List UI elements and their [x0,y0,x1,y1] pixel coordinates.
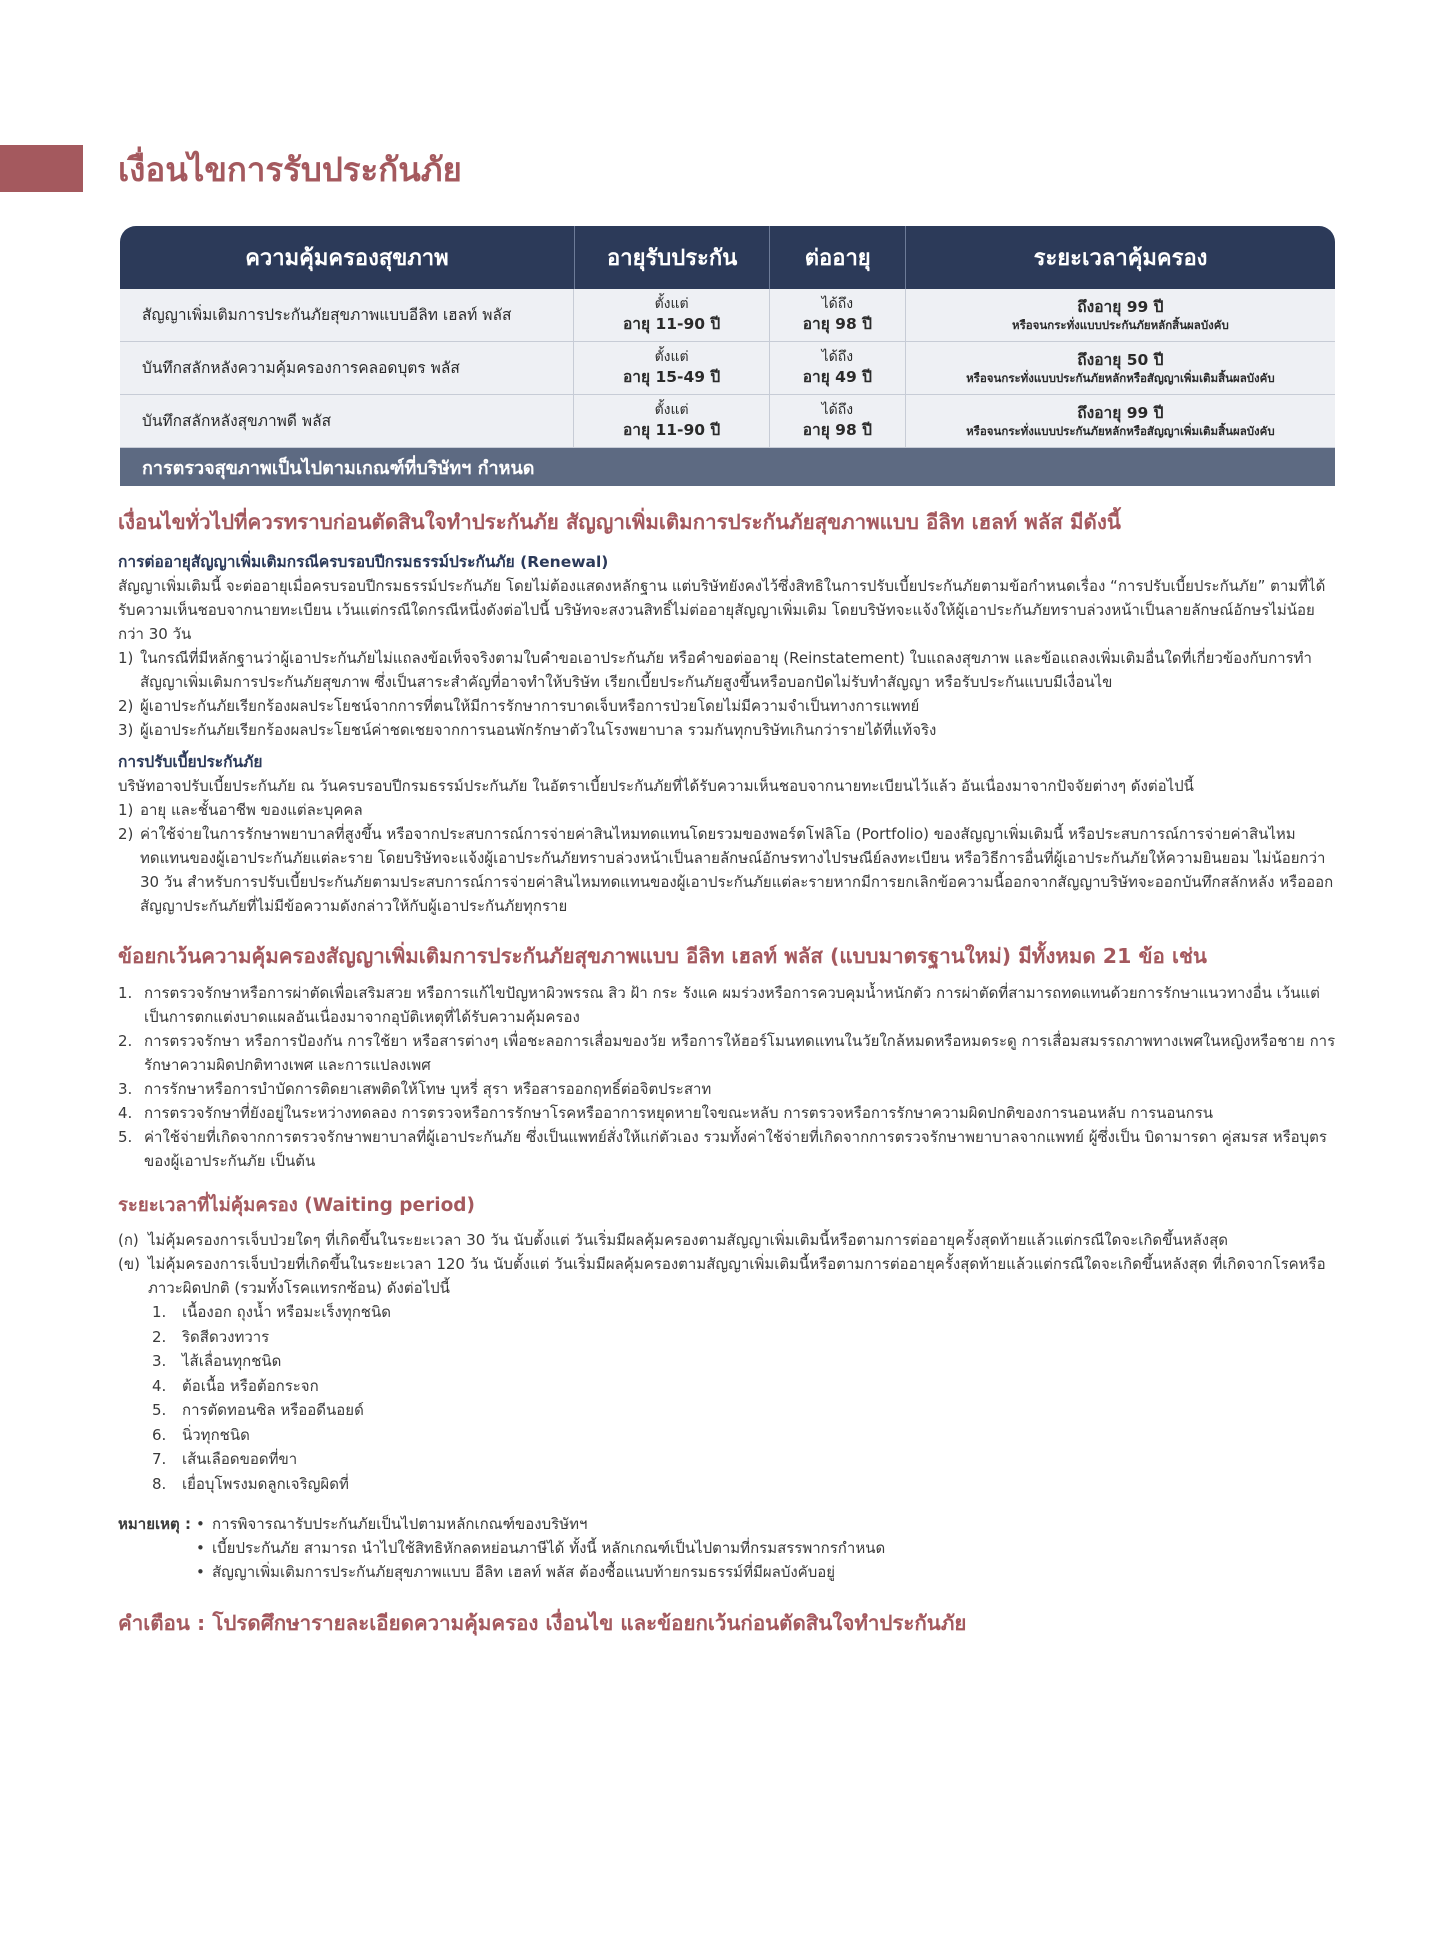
list-item [118,694,1336,718]
item-text: ค่าใช้จ่ายในการรักษาพยาบาลที่สูงขึ้น หรือจากประสบการณ์การจ่ายค่าสินไหมทดแทนโดยรวมของพอร์ตโฟลิโอ (Portfolio) ของสัญญาเพิ่มเติมนี้ หรือประสบการณ์การจ่ายค่าสินไหมทดแทนของผู้เอาประกันภัยแต่ละราย โดยบริษัทจะแจ้งผู้เอาประกันภัยทราบล่วงหน้าเป็นลายลักษณ์อักษรทางไปรษณีย์ลงทะเบียน หรือวิธีการอื่นที่ผู้เอาประกันภัยให้ความยินยอม ไม่น้อยกว่า 30 วัน สำหรับการปรับเบี้ยประกันภัยตามประสบการณ์การจ่ายค่าสินไหมทดแทนของผู้เอาประกันภัยแต่ละรายหากมีการยกเลิกข้อความนี้ออกจากสัญญาบริษัทจะออกบันทึกสลักหลัง หรือออกสัญญาประกันภัยที่ไม่มีข้อความดังกล่าวให้กับผู้เอาประกันภัยทุกราย [140,825,1334,915]
list-item [118,822,1336,918]
coverage-table-header [120,226,1335,289]
renew-label: ได้ถึง [821,349,854,366]
item-text: การตรวจรักษาหรือการผ่าตัดเพื่อเสริมสวย หรือการแก้ไขปัญหาผิวพรรณ สิว ฝ้า กระ รังแค ผมร่วงหรือการควบคุมน้ำหนักตัว การผ่าตัดที่สามารถทดแทนด้วยการรักษาแนวทางอื่น เว้นแต่เป็นการตกแต่งบาดแผลอันเนื่องมาจากอุบัติเหตุที่ได้รับความคุ้มครอง [144,984,1320,1026]
item-text: การตัดทอนซิล หรืออดีนอยด์ [182,1401,364,1419]
note-item [196,1536,885,1560]
period-cell [906,395,1335,447]
period-cell [906,342,1335,394]
renew-age: อายุ 98 ปี [802,314,872,333]
header-renewal: ต่ออายุ [770,226,906,289]
warning-text: คำเตือน : โปรดศึกษารายละเอียดความคุ้มครอง เงื่อนไข และข้อยกเว้นก่อนตัดสินใจทำประกันภัย [118,1611,967,1635]
entry-label: ตั้งแต่ [654,296,689,313]
note-item [196,1560,885,1584]
item-number: (ข) [118,1255,140,1273]
bullet-icon: • [196,1539,205,1557]
table-row [120,342,1335,395]
disease-item [118,1349,1336,1374]
renew-label: ได้ถึง [821,402,854,419]
item-text: ไส้เลื่อนทุกชนิด [182,1352,282,1370]
list-item [118,1125,1336,1173]
disease-item [118,1398,1336,1423]
item-text: ในกรณีที่มีหลักฐานว่าผู้เอาประกันภัยไม่แถลงข้อเท็จจริงตามใบคำขอเอาประกันภัย หรือคำขอต่ออายุ (Reinstatement) ใบแถลงสุขภาพ และข้อแถลงเพิ่มเติมอื่นใดที่เกี่ยวข้องกับการทำสัญญาเพิ่มเติมการประกันภัยสุขภาพ ซึ่งเป็นสาระสำคัญที่อาจทำให้บริษัท เรียกเบี้ยประกันภัยสูงขึ้นหรือบอกปัดไม่รับทำสัญญา หรือรับประกันแบบมีเงื่อนไข [140,649,1312,691]
notes-label: หมายเหตุ : [118,1515,191,1533]
header-entry-age: อายุรับประกัน [575,226,771,289]
table-row [120,395,1335,448]
list-item [118,718,1336,742]
page-title: เงื่อนไขการรับประกันภัย [118,150,462,189]
disease-item [118,1325,1336,1350]
period-note: หรือจนกระทั่งแบบประกันภัยหลักหรือสัญญาเพิ่มเติมสิ้นผลบังคับ [966,423,1275,438]
item-text: ต้อเนื้อ หรือต้อกระจก [182,1376,319,1395]
disease-item [118,1472,1336,1497]
entry-age-cell [574,395,770,447]
notes-section [118,1512,1336,1584]
header-coverage: ความคุ้มครองสุขภาพ [120,226,575,289]
coverage-name: บันทึกสลักหลังความคุ้มครองการคลอดบุตร พลัส [120,342,574,394]
item-number: 1) [118,649,134,667]
bullet-icon: • [196,1563,205,1581]
item-number: 3. [118,1080,133,1098]
list-item [118,981,1336,1029]
item-text: เยื่อบุโพรงมดลูกเจริญผิดที่ [182,1474,349,1493]
item-number: 3. [152,1352,167,1370]
bullet-icon: • [196,1515,205,1533]
item-number: 5. [118,1128,133,1146]
item-number: 5. [152,1401,167,1419]
item-number: 1. [118,984,133,1002]
coverage-name: บันทึกสลักหลังสุขภาพดี พลัส [120,395,574,447]
item-text: อายุ และชั้นอาชีพ ของแต่ละบุคคล [140,801,363,819]
coverage-table-footer: การตรวจสุขภาพเป็นไปตามเกณฑ์ที่บริษัทฯ กำหนด [120,448,1335,486]
item-number: 1. [152,1303,167,1321]
item-text: ผู้เอาประกันภัยเรียกร้องผลประโยชน์ค่าชดเชยจากการนอนพักรักษาตัวในโรงพยาบาล รวมกันทุกบริษัทเกินกว่ารายได้ที่แท้จริง [140,721,937,739]
period-note: หรือจนกระทั่งแบบประกันภัยหลักหรือสัญญาเพิ่มเติมสิ้นผลบังคับ [966,370,1275,385]
note-text: เบี้ยประกันภัย สามารถ นำไปใช้สิทธิหักลดหย่อนภาษีได้ ทั้งนี้ หลักเกณฑ์เป็นไปตามที่กรมสรรพากรกำหนด [212,1539,886,1557]
renewal-cell [770,289,906,341]
coverage-table [120,226,1335,486]
premium-title: การปรับเบี้ยประกันภัย [118,753,263,771]
list-item [118,1029,1336,1077]
item-number: 8. [152,1474,167,1493]
note-item [196,1512,885,1536]
renewal-paragraph: สัญญาเพิ่มเติมนี้ จะต่ออายุเมื่อครบรอบปีกรมธรรม์ประกันภัย โดยไม่ต้องแสดงหลักฐาน แต่บริษัทยังคงไว้ซึ่งสิทธิในการปรับเบี้ยประกันภัยตามข้อกำหนดเรื่อง “การปรับเบี้ยประกันภัย” ตามที่ได้รับความเห็นชอบจากนายทะเบียน เว้นแต่กรณีใดกรณีหนึ่งดังต่อไปนี้ บริษัทจะสงวนสิทธิ์ไม่ต่ออายุสัญญาเพิ่มเติม โดยบริษัทจะแจ้งให้ผู้เอาประกันภัยทราบล่วงหน้าเป็นลายลักษณ์อักษรไม่น้อยกว่า 30 วัน [118,577,1326,643]
list-item [118,1101,1336,1125]
item-text: การตรวจรักษา หรือการป้องกัน การใช้ยา หรือสารต่างๆ เพื่อชะลอการเสื่อมของวัย หรือการให้ฮอร์โมนทดแทนในวัยใกล้หมดหรือหมดระดู การเสื่อมสมรรถภาพทางเพศในหญิงหรือชาย การรักษาความผิดปกติทางเพศ และการแปลงเพศ [144,1032,1336,1074]
coverage-name: สัญญาเพิ่มเติมการประกันภัยสุขภาพแบบอีลิท เฮลท์ พลัส [120,289,574,341]
item-number: (ก) [118,1231,139,1249]
item-text: เนื้องอก ถุงน้ำ หรือมะเร็งทุกชนิด [182,1303,391,1321]
note-text: สัญญาเพิ่มเติมการประกันภัยสุขภาพแบบ อีลิท เฮลท์ พลัส ต้องซื้อแนบท้ายกรมธรรม์ที่มีผลบังคับอยู่ [212,1563,836,1581]
item-number: 3) [118,721,134,739]
exclusions-heading: ข้อยกเว้นความคุ้มครองสัญญาเพิ่มเติมการประกันภัยสุขภาพแบบ อีลิท เฮลท์ พลัส (แบบมาตรฐานใหม่) มีทั้งหมด 21 ข้อ เช่น [118,944,1207,968]
item-text: ผู้เอาประกันภัยเรียกร้องผลประโยชน์จากการที่ตนให้มีการรักษาการบาดเจ็บหรือการป่วยโดยไม่มีความจำเป็นทางการแพทย์ [140,697,920,715]
item-text: เส้นเลือดขอดที่ขา [182,1450,298,1468]
period: ถึงอายุ 50 ปี [1077,350,1164,369]
period: ถึงอายุ 99 ปี [1077,403,1164,422]
item-text: ไม่คุ้มครองการเจ็บป่วยที่เกิดขึ้นในระยะเวลา 120 วัน นับตั้งแต่ วันเริ่มมีผลคุ้มครองตามสัญญาเพิ่มเติมนี้หรือตามการต่ออายุครั้งสุดท้ายแล้วแต่กรณีใดจะเกิดขึ้นหลังสุด ที่เกิดจากโรคหรือภาวะผิดปกติ (รวมทั้งโรคแทรกซ้อน) ดังต่อไปนี้ [148,1255,1326,1297]
list-item [118,1252,1336,1300]
disease-item [118,1300,1336,1325]
entry-age: อายุ 15-49 ปี [622,367,721,386]
table-row [120,289,1335,342]
list-item [118,1228,1336,1252]
renew-age: อายุ 49 ปี [802,367,872,386]
item-text: ค่าใช้จ่ายที่เกิดจากการตรวจรักษาพยาบาลที่ผู้เอาประกันภัย ซึ่งเป็นแพทย์สั่งให้แก่ตัวเอง รวมทั้งค่าใช้จ่ายที่เกิดจากการตรวจรักษาพยาบาลจากแพทย์ ผู้ซึ่งเป็น บิดามารดา คู่สมรส หรือบุตรของผู้เอาประกันภัย เป็นต้น [144,1128,1327,1170]
renew-label: ได้ถึง [821,296,854,313]
disease-item [118,1374,1336,1399]
note-text: การพิจารณารับประกันภัยเป็นไปตามหลักเกณฑ์ของบริษัทฯ [212,1515,588,1533]
item-text: การรักษาหรือการบำบัดการติดยาเสพติดให้โทษ บุหรี่ สุรา หรือสารออกฤทธิ์ต่อจิตประสาท [144,1080,712,1098]
disease-item [118,1447,1336,1472]
list-item [118,798,1336,822]
waiting-heading: ระยะเวลาที่ไม่คุ้มครอง (Waiting period) [118,1195,475,1216]
main-content [118,506,1336,1640]
item-text: นิ่วทุกชนิด [182,1425,250,1444]
item-number: 4. [118,1104,133,1122]
premium-paragraph: บริษัทอาจปรับเบี้ยประกันภัย ณ วันครบรอบปีกรมธรรม์ประกันภัย ในอัตราเบี้ยประกันภัยที่ได้รับความเห็นชอบจากนายทะเบียนไว้แล้ว อันเนื่องมาจากปัจจัยต่างๆ ดังต่อไปนี้ [118,777,1194,795]
item-number: 2) [118,825,134,843]
header-period: ระยะเวลาคุ้มครอง [1033,246,1208,271]
list-item [118,646,1336,694]
item-number: 2) [118,697,134,715]
item-number: 7. [152,1450,167,1468]
item-number: 2. [118,1032,133,1050]
item-text: ริดสีดวงทวาร [182,1327,270,1346]
item-number: 4. [152,1376,167,1395]
entry-age-cell [574,342,770,394]
disease-item [118,1423,1336,1448]
item-text: การตรวจรักษาที่ยังอยู่ในระหว่างทดลอง การตรวจหรือการรักษาโรคหรืออาการหยุดหายใจขณะหลับ การตรวจหรือการรักษาความผิดปกติของการนอนหลับ การนอนกรน [144,1104,1214,1122]
period-cell [906,289,1335,341]
entry-label: ตั้งแต่ [654,349,689,366]
entry-age: อายุ 11-90 ปี [622,314,721,333]
entry-label: ตั้งแต่ [654,402,689,419]
accent-bar [0,145,83,192]
renewal-cell [770,342,906,394]
item-number: 6. [152,1425,167,1444]
item-number: 1) [118,801,134,819]
period-note: หรือจนกระทั่งแบบประกันภัยหลักสิ้นผลบังคับ [1012,317,1229,332]
entry-age: อายุ 11-90 ปี [622,420,721,439]
entry-age-cell [574,289,770,341]
notes-list [196,1512,885,1584]
list-item [118,1077,1336,1101]
renew-age: อายุ 98 ปี [802,420,872,439]
item-number: 2. [152,1327,167,1346]
renewal-title: การต่ออายุสัญญาเพิ่มเติมกรณีครบรอบปีกรมธรรม์ประกันภัย (Renewal) [118,553,609,571]
general-heading: เงื่อนไขทั่วไปที่ควรทราบก่อนตัดสินใจทำประกันภัย สัญญาเพิ่มเติมการประกันภัยสุขภาพแบบ อีลิท เฮลท์ พลัส มีดังนี้ [118,510,1121,534]
period: ถึงอายุ 99 ปี [1077,297,1164,316]
renewal-cell [770,395,906,447]
item-text: ไม่คุ้มครองการเจ็บป่วยใดๆ ที่เกิดขึ้นในระยะเวลา 30 วัน นับตั้งแต่ วันเริ่มมีผลคุ้มครองตามสัญญาเพิ่มเติมนี้หรือตามการต่ออายุครั้งสุดท้ายแล้วแต่กรณีใดจะเกิดขึ้นหลังสุด [148,1231,1228,1249]
